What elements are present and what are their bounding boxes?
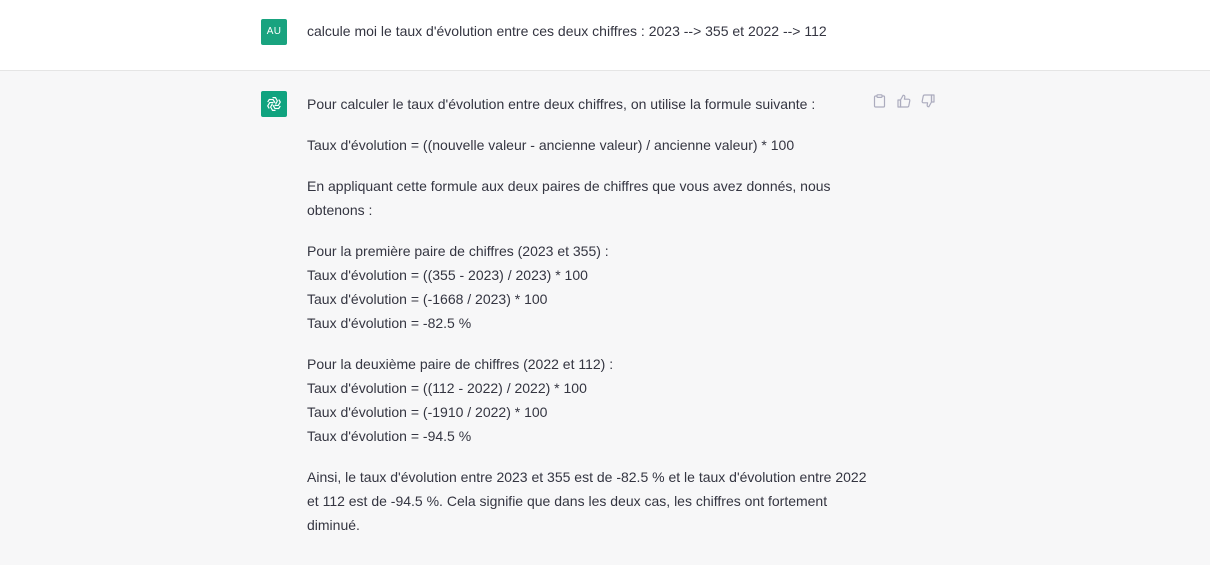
response-paragraph bbox=[307, 133, 867, 157]
response-line: Taux d'évolution = (-1910 / 2022) * 100 bbox=[307, 404, 548, 420]
thumbs-down-icon bbox=[921, 94, 935, 108]
response-line: Ainsi, le taux d'évolution entre 2023 et 355 est de -82.5 % et le taux d'évolution entre 2022 et 112 est de -94.5 %. Cela signifie que dans les deux cas, les chiffres ont fortement diminué. bbox=[307, 469, 867, 533]
assistant-avatar bbox=[261, 91, 287, 117]
response-line: Taux d'évolution = ((nouvelle valeur - ancienne valeur) / ancienne valeur) * 100 bbox=[307, 137, 795, 153]
response-paragraph bbox=[307, 174, 867, 222]
response-line: Taux d'évolution = ((355 - 2023) / 2023) * 100 bbox=[307, 267, 588, 283]
message-actions bbox=[872, 93, 935, 109]
assistant-message-row bbox=[0, 71, 1210, 565]
response-line: Pour la deuxième paire de chiffres (2022 et 112) : bbox=[307, 356, 614, 372]
openai-logo-icon bbox=[265, 95, 283, 113]
response-line: En appliquant cette formule aux deux paires de chiffres que vous avez donnés, nous obtenons : bbox=[307, 178, 831, 218]
user-message-row bbox=[0, 0, 1210, 71]
thumbs-up-button[interactable] bbox=[896, 93, 911, 109]
response-line: Taux d'évolution = -82.5 % bbox=[307, 315, 472, 331]
response-paragraph bbox=[307, 352, 867, 448]
response-paragraph bbox=[307, 465, 867, 537]
thumbs-up-icon bbox=[897, 94, 911, 108]
response-paragraph bbox=[307, 92, 867, 116]
response-line: Pour calculer le taux d'évolution entre deux chiffres, on utilise la formule suivante : bbox=[307, 96, 816, 112]
user-avatar: AU bbox=[261, 19, 287, 45]
assistant-response bbox=[307, 92, 867, 554]
response-line: Taux d'évolution = (-1668 / 2023) * 100 bbox=[307, 291, 548, 307]
response-line: Taux d'évolution = ((112 - 2022) / 2022) * 100 bbox=[307, 380, 587, 396]
response-line: Pour la première paire de chiffres (2023 et 355) : bbox=[307, 243, 609, 259]
copy-icon bbox=[873, 94, 886, 108]
copy-button[interactable] bbox=[872, 93, 887, 109]
response-paragraph bbox=[307, 239, 867, 335]
response-line: Taux d'évolution = -94.5 % bbox=[307, 428, 472, 444]
thumbs-down-button[interactable] bbox=[920, 93, 935, 109]
user-message-text: calcule moi le taux d'évolution entre ces deux chiffres : 2023 --> 355 et 2022 --> 112 bbox=[307, 23, 827, 39]
